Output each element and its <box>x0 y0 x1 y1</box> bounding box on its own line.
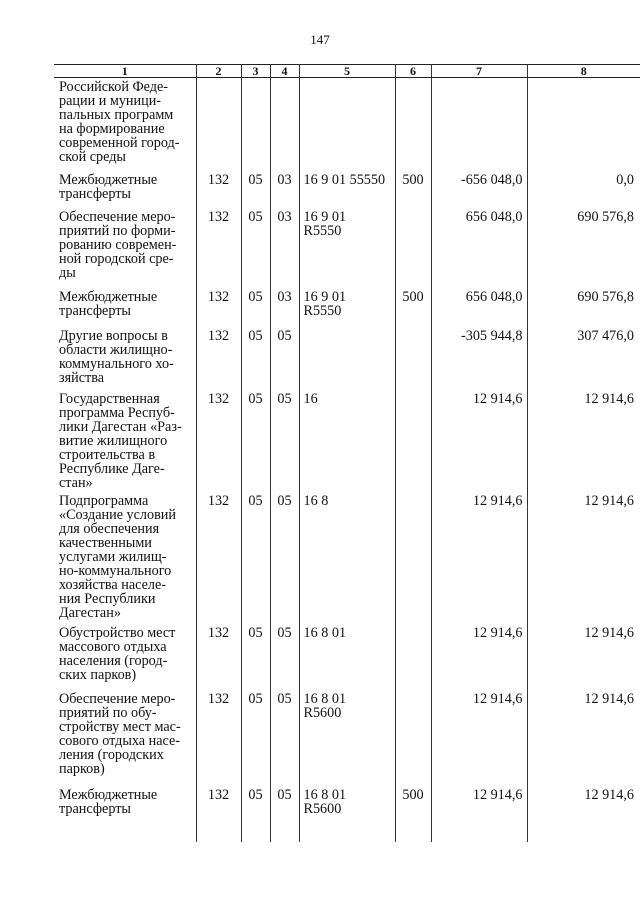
row-name-line: Обеспечение меро- <box>59 690 176 707</box>
subsection-code: 05 <box>270 492 299 624</box>
row-name-line: Межбюджетные <box>59 171 158 188</box>
col-header-1: 1 <box>54 65 196 78</box>
row-name-line: сового отдыха насе- <box>59 732 180 749</box>
ministry-code: 132 <box>196 690 241 786</box>
row-name <box>54 171 196 208</box>
row-name-line: стройству мест мас- <box>59 718 181 735</box>
row-name-line: Обеспечение меро- <box>59 208 176 225</box>
row-name-line: массового отдыха <box>59 638 167 655</box>
amount-total: 12 914,6 <box>527 786 640 842</box>
header-row <box>54 65 640 78</box>
table-row <box>54 624 640 690</box>
row-name-line: коммунального хо- <box>59 355 174 372</box>
row-name-line: ной городской сре- <box>59 250 174 267</box>
row-name-line: Другие вопросы в <box>59 327 168 344</box>
target-article-line: 16 8 01 <box>303 624 347 641</box>
row-name-line: приятий по форми- <box>59 222 176 239</box>
row-name-line: трансферты <box>59 800 131 817</box>
target-article-line: 16 8 <box>303 492 329 509</box>
amount-change: 12 914,6 <box>431 624 527 690</box>
subsection-code: 05 <box>270 786 299 842</box>
target-article-line: R5550 <box>303 222 342 239</box>
col-header-6: 6 <box>395 65 431 78</box>
row-name-line: Дагестан» <box>59 604 121 621</box>
expense-type-code <box>395 208 431 288</box>
row-name-line: Обустройство мест <box>59 624 176 641</box>
row-name-line: хозяйства населе- <box>59 576 166 593</box>
target-article-line: 16 9 01 <box>303 288 347 305</box>
amount-change: -656 048,0 <box>431 171 527 208</box>
target-article-code <box>299 288 395 327</box>
row-name-line: пальных программ <box>59 107 174 123</box>
table-row <box>54 786 640 842</box>
row-name-line: зяйства <box>59 369 105 386</box>
target-article-line: 16 8 01 <box>303 690 347 707</box>
expense-type-code <box>395 78 431 171</box>
col-header-8: 8 <box>527 65 640 78</box>
row-name-line: Республике Даге- <box>59 460 165 477</box>
section-code: 05 <box>241 208 270 288</box>
expense-type-code: 500 <box>395 171 431 208</box>
row-name-line: приятий по обу- <box>59 704 157 721</box>
row-name <box>54 78 196 171</box>
table-row <box>54 492 640 624</box>
row-name-line: современной город- <box>59 135 180 151</box>
row-name-line: ния Республики <box>59 590 156 607</box>
row-name-line: рации и муници- <box>59 93 162 109</box>
amount-total: 12 914,6 <box>527 390 640 492</box>
page-number: 147 <box>310 32 330 47</box>
ministry-code: 132 <box>196 786 241 842</box>
expense-type-code <box>395 390 431 492</box>
amount-change: -305 944,8 <box>431 327 527 390</box>
row-name-line: трансферты <box>59 185 131 202</box>
subsection-code: 05 <box>270 327 299 390</box>
col-header-3: 3 <box>241 65 270 78</box>
ministry-code: 132 <box>196 208 241 288</box>
table-row <box>54 208 640 288</box>
target-article-line: R5600 <box>303 704 342 721</box>
section-code: 05 <box>241 327 270 390</box>
row-name <box>54 288 196 327</box>
row-name-line: Российской Феде- <box>59 79 169 95</box>
target-article-line: R5550 <box>303 302 342 319</box>
ministry-code <box>196 78 241 171</box>
row-name-line: программа Респуб- <box>59 404 175 421</box>
amount-total: 0,0 <box>527 171 640 208</box>
expense-type-code <box>395 690 431 786</box>
amount-total: 690 576,8 <box>527 208 640 288</box>
table-row <box>54 327 640 390</box>
row-name-line: для обеспечения <box>59 520 160 537</box>
ministry-code: 132 <box>196 288 241 327</box>
row-name-line: ды <box>59 264 76 281</box>
subsection-code: 05 <box>270 390 299 492</box>
ministry-code: 132 <box>196 390 241 492</box>
row-name <box>54 390 196 492</box>
col-header-4: 4 <box>270 65 299 78</box>
row-name-line: ской среды <box>59 149 126 165</box>
target-article-line: R5600 <box>303 800 342 817</box>
amount-change: 12 914,6 <box>431 690 527 786</box>
section-code: 05 <box>241 690 270 786</box>
row-name <box>54 786 196 842</box>
target-article-code <box>299 492 395 624</box>
amount-change: 656 048,0 <box>431 288 527 327</box>
section-code <box>241 78 270 171</box>
amount-total: 12 914,6 <box>527 492 640 624</box>
subsection-code: 05 <box>270 690 299 786</box>
target-article-code <box>299 208 395 288</box>
section-code: 05 <box>241 390 270 492</box>
table-row <box>54 288 640 327</box>
ministry-code: 132 <box>196 492 241 624</box>
section-code: 05 <box>241 288 270 327</box>
col-header-2: 2 <box>196 65 241 78</box>
row-name <box>54 492 196 624</box>
table-row <box>54 78 640 171</box>
row-name-line: витие жилищного <box>59 432 168 449</box>
row-name-line: но-коммунального <box>59 562 172 579</box>
subsection-code: 03 <box>270 208 299 288</box>
target-article-code <box>299 390 395 492</box>
target-article-code <box>299 786 395 842</box>
expense-type-code <box>395 327 431 390</box>
target-article-code <box>299 171 395 208</box>
row-name-line: «Создание условий <box>59 506 176 523</box>
amount-change: 656 048,0 <box>431 208 527 288</box>
amount-change: 12 914,6 <box>431 786 527 842</box>
row-name <box>54 624 196 690</box>
target-article-code <box>299 78 395 171</box>
subsection-code: 03 <box>270 288 299 327</box>
row-name-line: Межбюджетные <box>59 786 158 803</box>
row-name-line: строительства в <box>59 446 156 463</box>
amount-total: 12 914,6 <box>527 690 640 786</box>
amount-total <box>527 78 640 171</box>
target-article-line: 16 9 01 <box>303 208 347 225</box>
target-article-code <box>299 327 395 390</box>
subsection-code <box>270 78 299 171</box>
expense-type-code <box>395 624 431 690</box>
row-name <box>54 208 196 288</box>
amount-total: 690 576,8 <box>527 288 640 327</box>
row-name-line: Межбюджетные <box>59 288 158 305</box>
budget-table <box>54 64 640 842</box>
row-name-line: услугами жилищ- <box>59 548 167 565</box>
target-article-code <box>299 624 395 690</box>
row-name <box>54 327 196 390</box>
row-name-line: на формирование <box>59 121 165 137</box>
col-header-5: 5 <box>299 65 395 78</box>
row-name-line: области жилищно- <box>59 341 173 358</box>
row-name-line: качественными <box>59 534 152 551</box>
row-name-line: трансферты <box>59 302 131 319</box>
target-article-code <box>299 690 395 786</box>
section-code: 05 <box>241 171 270 208</box>
target-article-line: 16 9 01 55550 <box>303 171 386 188</box>
section-code: 05 <box>241 786 270 842</box>
amount-change <box>431 78 527 171</box>
section-code: 05 <box>241 492 270 624</box>
amount-total: 307 476,0 <box>527 327 640 390</box>
row-name-line: стан» <box>59 474 93 491</box>
row-name-line: населения (город- <box>59 652 168 669</box>
target-article-line: 16 8 01 <box>303 786 347 803</box>
row-name-line: ских парков) <box>59 666 137 683</box>
col-header-7: 7 <box>431 65 527 78</box>
amount-change: 12 914,6 <box>431 492 527 624</box>
expense-type-code: 500 <box>395 786 431 842</box>
subsection-code: 03 <box>270 171 299 208</box>
row-name-line: Подпрограмма <box>59 492 149 509</box>
amount-total: 12 914,6 <box>527 624 640 690</box>
row-name-line: парков) <box>59 760 105 777</box>
ministry-code: 132 <box>196 327 241 390</box>
section-code: 05 <box>241 624 270 690</box>
target-article-line: 16 <box>303 390 318 407</box>
amount-change: 12 914,6 <box>431 390 527 492</box>
row-name-line: ления (городских <box>59 746 164 763</box>
table-row <box>54 171 640 208</box>
row-name <box>54 690 196 786</box>
table-row <box>54 390 640 492</box>
row-name-line: рованию современ- <box>59 236 177 253</box>
ministry-code: 132 <box>196 171 241 208</box>
table-row <box>54 690 640 786</box>
expense-type-code: 500 <box>395 288 431 327</box>
ministry-code: 132 <box>196 624 241 690</box>
expense-type-code <box>395 492 431 624</box>
row-name-line: лики Дагестан «Раз- <box>59 418 182 435</box>
subsection-code: 05 <box>270 624 299 690</box>
row-name-line: Государственная <box>59 390 160 407</box>
